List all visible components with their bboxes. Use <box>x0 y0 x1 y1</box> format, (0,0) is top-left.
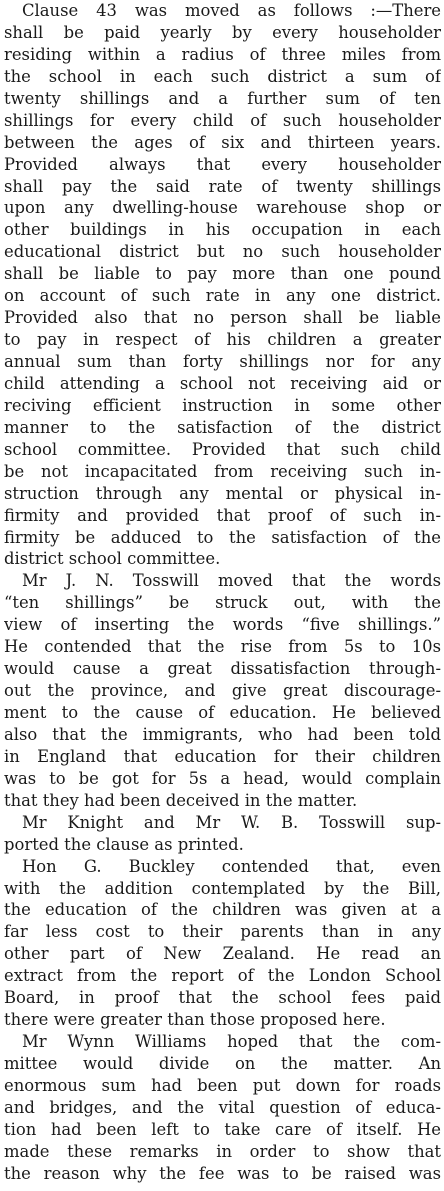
text-line: that they had been deceived in the matter. <box>4 790 358 810</box>
text-line: shillings for every child of such householder <box>4 110 441 130</box>
paragraph-tosswill-j-n <box>4 570 441 811</box>
text-line: on account of such rate in any one district. <box>4 286 441 306</box>
text-line: Mr Knight and Mr W. B. Tosswill sup- <box>22 812 441 832</box>
text-line: extract from the report of the London School <box>4 966 441 986</box>
text-line: there were greater than those proposed here. <box>4 1010 386 1030</box>
text-line: was to be got for 5s a head, would complain <box>4 768 441 788</box>
text-line: Hon G. Buckley contended that, even <box>22 856 441 876</box>
text-line: view of inserting the words “five shillings.” <box>4 615 441 635</box>
text-line: the reason why the fee was to be raised was <box>4 1163 441 1183</box>
text-line: shall be liable to pay more than one pound <box>4 264 441 284</box>
text-line: He contended that the rise from 5s to 10s <box>4 637 441 657</box>
text-line: upon any dwelling-house warehouse shop or <box>4 198 441 218</box>
text-line: Board, in proof that the school fees paid <box>4 988 441 1008</box>
text-line: shall be paid yearly by every householder <box>4 22 441 42</box>
text-line: Provided also that no person shall be liable <box>4 308 441 328</box>
paragraph-wynn-williams <box>4 1031 441 1185</box>
text-line: manner to the satisfaction of the district <box>4 417 441 437</box>
text-line: other part of New Zealand. He read an <box>4 944 441 964</box>
text-line: struction through any mental or physical in- <box>4 483 441 503</box>
text-line: reciving efficient instruction in some other <box>4 395 441 415</box>
text-line: ported the clause as printed. <box>4 834 244 854</box>
text-line: ment to the cause of education. He believed <box>4 703 441 722</box>
text-line: enormous sum had been put down for roads <box>4 1075 441 1095</box>
text-line: be not incapacitated from receiving such in- <box>4 461 441 481</box>
paragraph-buckley <box>4 856 441 1032</box>
text-line: school committee. Provided that such child <box>4 439 441 459</box>
text-line: out the province, and give great discourage- <box>4 681 441 701</box>
text-line: shall pay the said rate of twenty shillings <box>4 176 441 196</box>
text-line: the school in each such district a sum of <box>4 66 441 86</box>
text-line: “ten shillings” be struck out, with the <box>4 593 441 613</box>
text-line: far less cost to their parents than in any <box>4 922 441 942</box>
text-line: Mr Wynn Williams hoped that the com- <box>22 1032 441 1052</box>
text-line: twenty shillings and a further sum of ten <box>4 88 441 108</box>
text-line: in England that education for their children <box>4 746 441 766</box>
text-line: also that the immigrants, who had been told <box>4 724 441 744</box>
text-line: between the ages of six and thirteen years. <box>4 132 441 152</box>
text-line: to pay in respect of his children a greater <box>4 330 441 350</box>
text-line: Clause 43 was moved as follows :—There <box>22 1 441 20</box>
text-line: would cause a great dissatisfaction through- <box>4 659 441 679</box>
text-line: tion had been left to take care of itself. He <box>4 1119 441 1139</box>
text-line: residing within a radius of three miles from <box>4 44 441 64</box>
text-line: other buildings in his occupation in each <box>4 220 441 240</box>
text-line: and bridges, and the vital question of educa- <box>4 1097 441 1117</box>
text-line: district school committee. <box>4 549 221 569</box>
text-line: Provided always that every householder <box>4 154 441 174</box>
text-line: Mr J. N. Tosswill moved that the words <box>22 571 441 591</box>
paragraph-knight-tosswill <box>4 812 441 856</box>
text-line: with the addition contemplated by the Bill, <box>4 878 441 898</box>
text-line: educational district but no such householder <box>4 242 441 262</box>
text-line: the education of the children was given at a <box>4 900 441 920</box>
text-line: child attending a school not receiving aid or <box>4 373 441 393</box>
text-line: mittee would divide on the matter. An <box>4 1054 441 1073</box>
text-line: made these remarks in order to show that <box>4 1141 441 1161</box>
text-line: firmity and provided that proof of such in- <box>4 505 441 525</box>
paragraph-clause-43 <box>4 0 441 570</box>
text-line: firmity be adduced to the satisfaction of the <box>4 527 441 547</box>
text-line: annual sum than forty shillings nor for any <box>4 352 441 371</box>
